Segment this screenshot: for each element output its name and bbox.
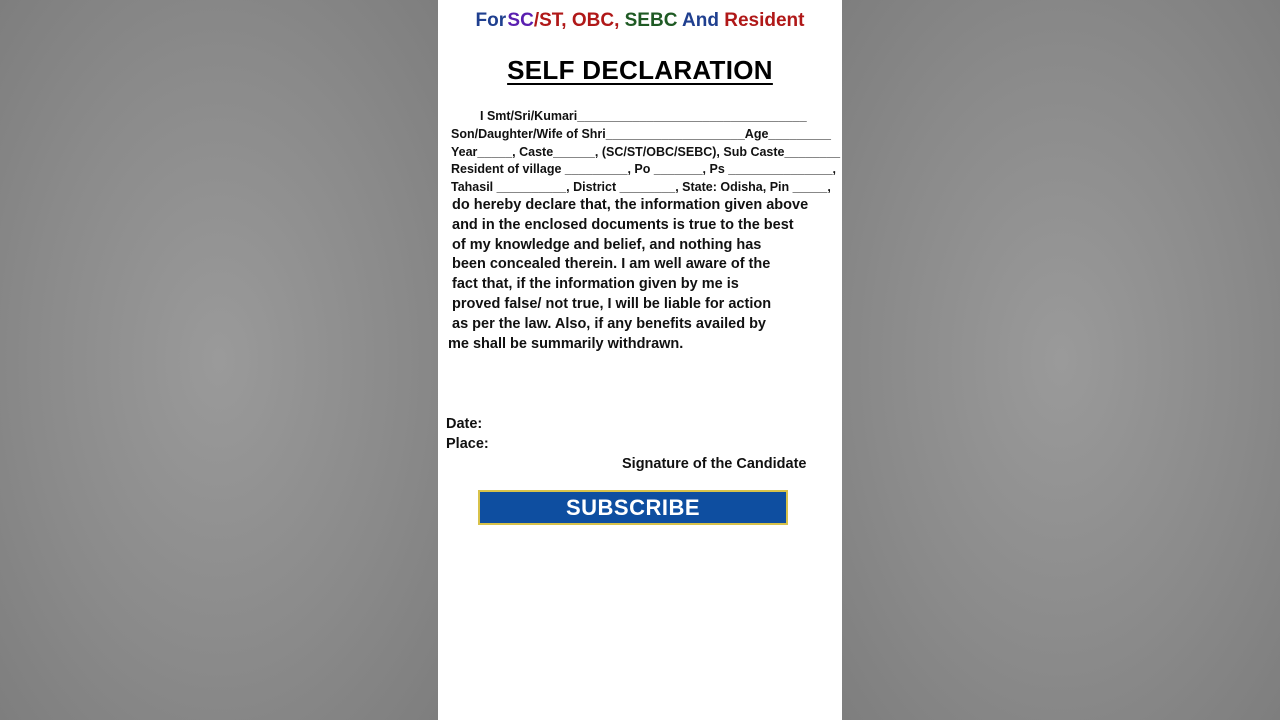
declaration-line: as per the law. Also, if any benefits availed by bbox=[452, 315, 767, 332]
subscribe-button[interactable]: SUBSCRIBE bbox=[478, 490, 788, 525]
headline-resident: Resident bbox=[724, 10, 805, 31]
document-page bbox=[438, 0, 842, 720]
declaration-paragraph bbox=[448, 196, 832, 354]
headline-st: /ST, bbox=[533, 10, 567, 31]
declaration-line: and in the enclosed documents is true to the best bbox=[452, 216, 794, 233]
relation-age-field-line: Son/Daughter/Wife of Shri____________________Age_________ bbox=[451, 127, 831, 141]
headline-obc: OBC, bbox=[571, 10, 620, 31]
declaration-line: me shall be summarily withdrawn. bbox=[448, 335, 684, 352]
category-headline bbox=[438, 10, 842, 32]
signature-label: Signature of the Candidate bbox=[622, 456, 807, 472]
headline-for: For bbox=[475, 10, 507, 31]
blurred-background-left bbox=[0, 0, 438, 720]
declaration-line: fact that, if the information given by me is bbox=[452, 276, 739, 293]
place-label: Place: bbox=[446, 436, 489, 452]
headline-sc: SC bbox=[507, 10, 534, 31]
date-label: Date: bbox=[446, 416, 483, 432]
village-field-line: Resident of village _________, Po _______, Ps _______________, bbox=[451, 162, 836, 176]
name-field-line: I Smt/Sri/Kumari_________________________________ bbox=[480, 109, 807, 123]
headline-sebc: SEBC bbox=[624, 10, 678, 31]
declaration-line: do hereby declare that, the information given above bbox=[452, 197, 809, 213]
headline-and: And bbox=[682, 10, 719, 31]
declaration-line: been concealed therein. I am well aware of the bbox=[452, 256, 771, 273]
declaration-line: proved false/ not true, I will be liable for action bbox=[452, 295, 772, 312]
declaration-line: of my knowledge and belief, and nothing has bbox=[452, 236, 762, 253]
blurred-background-right bbox=[842, 0, 1280, 720]
page-title: SELF DECLARATION bbox=[507, 55, 773, 85]
caste-field-line: Year_____, Caste______, (SC/ST/OBC/SEBC), Sub Caste________ bbox=[451, 145, 841, 159]
tahasil-field-line: Tahasil __________, District ________, State: Odisha, Pin _____, bbox=[451, 180, 831, 194]
